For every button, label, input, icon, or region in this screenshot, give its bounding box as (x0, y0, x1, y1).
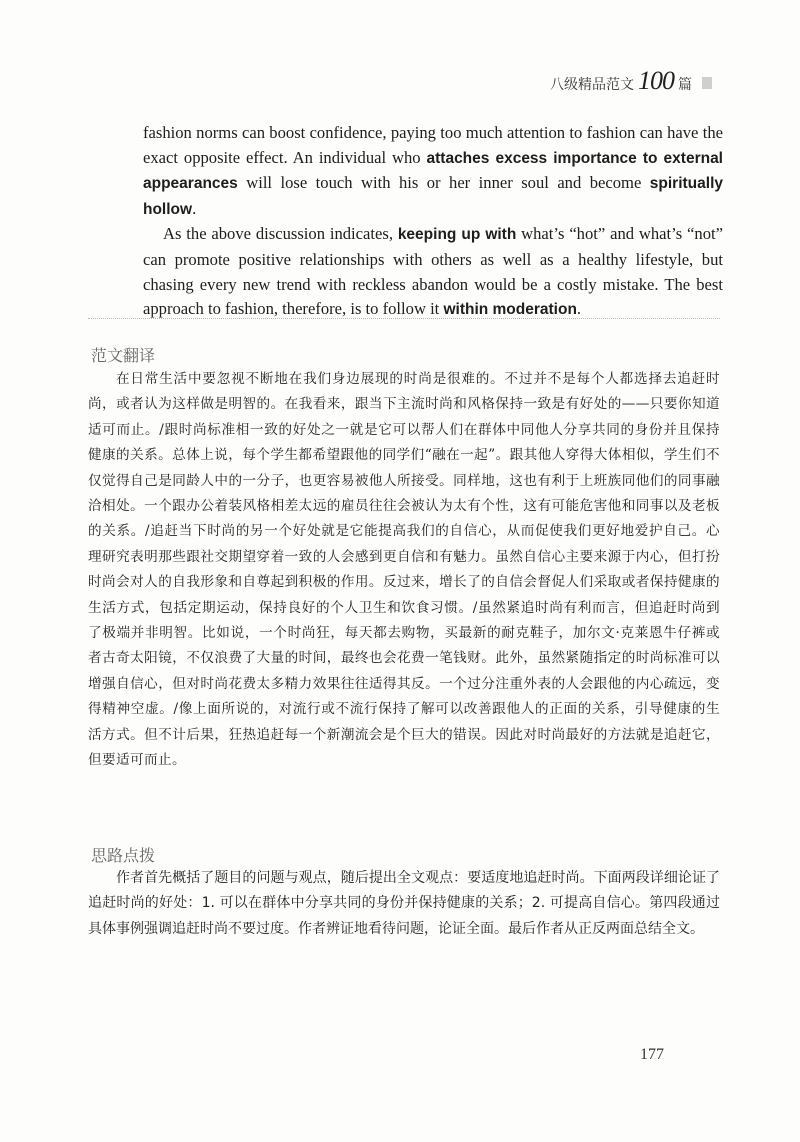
header-number: 100 (638, 66, 674, 95)
running-header (550, 66, 712, 96)
text-run: what’s “hot” and what’s “not” can promote positive relationships with others as well as a healthy lifestyle, but chasing every new trend with reckless abandon would be a costly mistake. The best approach to fashion, therefore, is to follow it (143, 224, 723, 319)
text-run: fashion norms can boost confidence, paying too much attention to fashion can have the exact opposite effect. An individual who (143, 123, 723, 167)
bold-phrase: within moderation (443, 301, 577, 319)
analysis-heading: 思路点拨 (91, 846, 156, 865)
header-suffix: 篇 (678, 77, 692, 93)
analysis-body (88, 866, 720, 942)
english-paragraph-2 (143, 222, 723, 322)
translation-heading: 范文翻译 (91, 346, 156, 365)
translation-paragraph: 在日常生活中要忽视不断地在我们身边展现的时尚是很难的。不过并不是每个人都选择去追赶时尚，或者认为这样做是明智的。在我看来，跟当下主流时尚和风格保持一致是有好处的——只要你知道适可而止。/跟时尚标准相一致的好处之一就是它可以帮人们在群体中同他人分享共同的身份并且保持健康的关系。总体上说，每个学生都希望跟他的同学们“融在一起”。跟其他人穿得大体相似，学生们不仅觉得自己是同龄人中的一分子，也更容易被他人所接受。同样地，这也有利于上班族同他们的同事融洽相处。一个跟办公着装风格相差太远的雇员往往会被认为太有个性，这有可能危害他和同事以及老板的关系。/追赶当下时尚的另一个好处就是它能提高我们的自信心，从而促使我们更好地爱护自己。心理研究表明那些跟社交期望穿着一致的人会感到更自信和有魅力。虽然自信心主要来源于内心，但打扮时尚会对人的自我形象和自尊起到积极的作用。反过来，增长了的自信会督促人们采取或者保持健康的生活方式，包括定期运动，保持良好的个人卫生和饮食习惯。/虽然紧追时尚有利而言，但追赶时尚到了极端并非明智。比如说，一个时尚狂，每天都去购物，买最新的耐克鞋子，加尔文·克莱恩牛仔裤或者古奇太阳镜，不仅浪费了大量的时间，最终也会花费一笔钱财。此外，虽然紧随指定的时尚标准可以增强自信心，但对时尚花费太多精力效果往往适得其反。一个过分注重外表的人会跟他的内心疏远，变得精神空虚。/像上面所说的，对流行或不流行保持了解可以改善跟他人的正面的关系，引导健康的生活方式。但不计后果，狂热追赶每一个新潮流会是个巨大的错误。因此对时尚最好的方法就是追赶它，但要适可而止。 (88, 371, 720, 769)
section-divider (88, 318, 720, 319)
header-title: 八级精品范文 (550, 77, 634, 93)
english-paragraph-1 (143, 121, 723, 222)
text-run: As the above discussion indicates, (163, 224, 398, 244)
text-run: . (192, 198, 197, 218)
analysis-paragraph: 作者首先概括了题目的问题与观点，随后提出全文观点：要适度地追赶时尚。下面两段详细论证了追赶时尚的好处：1. 可以在群体中分享共同的身份并保持健康的关系；2. 可提高自信心。第四段通过具体事例强调追赶时尚不要过度。作者辨证地看待问题，论证全面。最后作者从正反两面总结全文。 (88, 870, 720, 937)
bold-phrase: spiritually hollow (143, 175, 723, 218)
text-run: . (576, 299, 582, 319)
page-number: 177 (640, 1046, 664, 1063)
text-run: will lose touch with his or her inner soul and become (237, 173, 650, 193)
header-marker-icon (702, 77, 712, 89)
translation-body (88, 367, 720, 774)
bold-phrase: keeping up with (397, 226, 517, 244)
english-essay-text (143, 121, 723, 323)
bold-phrase: attaches excess importance to external appearances (143, 149, 723, 193)
